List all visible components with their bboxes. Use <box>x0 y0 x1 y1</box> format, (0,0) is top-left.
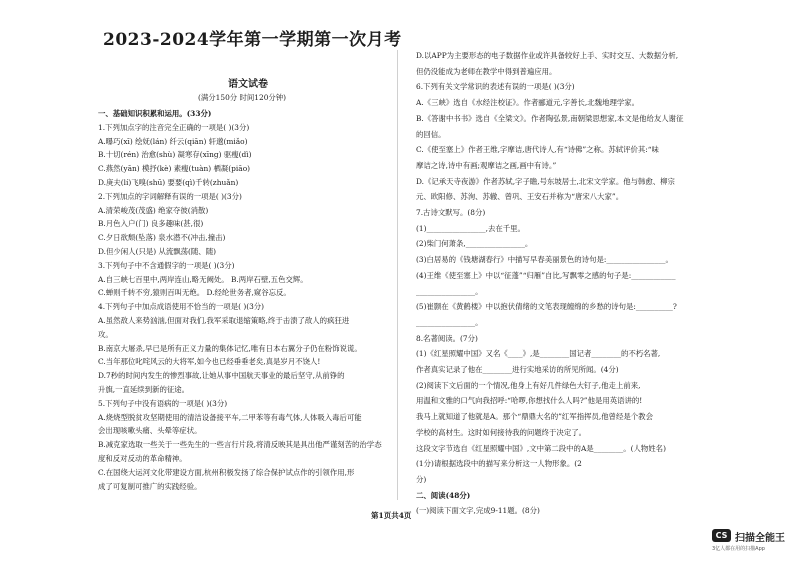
left-text-line: C.当年那位叱咤风云的大将军,如今也已经垂垂老矣,真是岁月不饶人! <box>98 357 321 367</box>
left-text-line: B.十切(rén) 治愈(shù) 凝寒存(xīng) 驱瘦(dì) <box>98 150 252 160</box>
right-text-line: (2)阅读下文后面的一个情况,他身上有好几件绿色大钉子,他走上前来, <box>416 380 641 390</box>
left-text-line: C.在国绕大运河文化带建设方面,杭州积极发扬了综合保护试点作的引领作用,形 <box>98 467 355 477</box>
right-text-line: (1分)请根据选段中的描写来分析这一人物形象。(2 <box>416 459 582 469</box>
right-text-line: 8.名著阅读。(7分) <box>416 333 478 343</box>
left-text-line: D.但少闲人(只是) 从流飘荡(随、随) <box>98 247 216 256</box>
scanner-brand-tagline: 3亿人都在用的扫描App <box>712 546 765 552</box>
right-text-line: 但仍没能成为老师在教学中得到普遍应用。 <box>416 66 557 76</box>
scanner-brand-label: 扫描全能王 <box>735 533 785 544</box>
right-text-line: (一)阅读下面文字,完成9-11题。(8分) <box>416 506 540 516</box>
right-text-line: 这段文字节选自《红星照耀中国》,文中第二段中的A是________。(人物姓名) <box>416 443 666 453</box>
left-text-line: C.燕然(yān) 模抒(kè) 素瘦(tuàn) 栖凝(piāo) <box>98 164 251 174</box>
right-text-line: C.《使至塞上》作者王维,字摩诘,唐代诗人,有“诗佛”之称。苏轼评价其:“味 <box>416 145 659 155</box>
right-text-line: ________________。 <box>416 317 483 327</box>
right-text-line: ________________。 <box>416 286 483 296</box>
left-text-line: 2.下列加点的字词解释有误的一项是( )(3分) <box>98 191 242 201</box>
left-text-line: 成了可复制可推广的实践经验。 <box>98 481 202 491</box>
page-number: 第1页共4页 <box>371 511 412 520</box>
right-text-line: (1)《红星照耀中国》又名《____》,是________国记者________的不朽名著, <box>416 349 661 359</box>
right-text-line: A.《三峡》选自《水经注校证》。作者郦道元,字善长,北魏地理学家。 <box>416 98 640 108</box>
right-text-line: 作者真实记录了他在________进行实地采访的所见所闻。(4分) <box>416 365 619 374</box>
left-text-line: 度和反对反动的革命精神。 <box>98 454 187 463</box>
right-text-line: (2)柴门何萧条,________________。 <box>416 239 533 249</box>
left-text-line: D.7秒的时间内发生的惨烈事故,让她从事中国航天事业的最后坚守,从前铮的 <box>98 371 345 381</box>
right-text-line: 用温和文雅的口气向我招呼:“哈啰,你想找什么人吗?”他是用英语讲的! <box>416 396 643 406</box>
left-text-line: 会出现咳嗽头痛、头晕等症状。 <box>98 426 202 436</box>
left-text-line: B.南京大屠杀,早已是所有正义力量的集体记忆,唯有日本右翼分子仍在粉饰说谎。 <box>98 343 362 353</box>
right-text-line: 的回信。 <box>416 129 446 139</box>
left-text-line: C.夕日欲颓(坠落) 泉水潜不(冲击,撞击) <box>98 233 226 243</box>
left-text-line: 3.下列句子中不含通假字的一项是( )(3分) <box>98 260 235 270</box>
left-text-line: 升旗,一直延续到新的征途。 <box>98 385 190 394</box>
left-text-line: 攻。 <box>98 329 113 339</box>
left-text-line: 1.下列加点字的注音完全正确的一项是( )(3分) <box>98 122 250 132</box>
left-text-line: B.减克家选取一些关于一些先生的一些言行片段,将清反映其是具出他严谨刻苦的治学态 <box>98 440 382 450</box>
right-text-line: 学校的高材生。这时如何接待我的问题终于决定了。 <box>416 427 586 437</box>
right-text-line: (5)崔颢在《黄鹤楼》中以抱伏倩绪的文笔表现缠绵的乡愁的诗句是:__________? <box>416 302 677 312</box>
right-text-line: 我马上就知道了他就是A。那个“鼎鼎大名的”红军指挥员,他曾经是个教会 <box>416 412 653 422</box>
right-text-line: 6.下列有关文学常识的表述有误的一项是( )(3分) <box>416 82 575 92</box>
right-text-line: 摩诘之诗,诗中有画;观摩诘之画,画中有诗。” <box>416 160 557 170</box>
paper-subtitle: 语文试卷 <box>228 79 268 90</box>
paper-meta: (满分150分 时间120分钟) <box>198 93 287 102</box>
right-text-line: 二、阅读(48分) <box>416 490 471 500</box>
right-text-line: (1)________________,去在千里。 <box>416 223 525 233</box>
left-text-line: 5.下列句子中没有语病的一项是( )(3分) <box>98 398 228 408</box>
right-text-line: 7.古诗文默写。(8分) <box>416 208 486 217</box>
left-text-line: A.自三峡七百里中,两岸连山,略无阙处。 B.两岸石壁,五色交辉。 <box>98 274 308 284</box>
left-text-line: C.蝉则千转不穷,猿则百叫无绝。 D.经纶世务者,窥谷忘反。 <box>98 288 291 298</box>
right-text-line: B.《答谢中书书》选自《全梁文》。作者陶弘景,南朝梁思想家,本文是他给友人谢征 <box>416 113 684 123</box>
right-text-line: (3)白居易的《钱塘湖春行》中描写早春美丽景色的诗句是:________________。 <box>416 255 673 265</box>
camscanner-logo-icon: CS <box>712 529 731 542</box>
column-divider <box>397 50 398 500</box>
left-text-line: A.虽然敌人来势汹汹,但面对我们,我军采取退缩策略,终于击溃了敌人的疯狂进 <box>98 316 350 325</box>
right-text-line: 元、欧阳修、苏洵、苏辙、曾巩、王安石并称为“唐宋八大家”。 <box>416 192 624 202</box>
left-text-line: 4.下列句子中加点成语使用不恰当的一项是( )(3分) <box>98 302 265 312</box>
right-text-line: (4)王维《使至塞上》中以“征蓬”“归雁”自比,写飘零之感的句子是:____________ <box>416 270 676 280</box>
left-text-line: A.清荣峻茂(茂盛) 绝家夺彼(消散) <box>98 205 209 215</box>
exam-title: 2023-2024学年第一学期第一次月考 <box>103 30 402 50</box>
left-text-line: 一、基础知识积累和运用。(33分) <box>98 109 212 118</box>
left-text-line: B.月色入户(门) 良多趣味(甚,很) <box>98 219 204 229</box>
right-text-line: D.《记承天寺夜游》作者苏轼,字子瞻,号东坡居士,北宋文学家。他与韩愈、柳宗 <box>416 176 675 186</box>
left-text-line: D.庚夫(lí)飞嗅(shū) 要要(qì)千转(zhuǎn) <box>98 178 239 187</box>
left-text-line: A.曝巧(xī) 绘妩(lán) 纤云(qiān) 轩邈(miǎo) <box>98 136 248 146</box>
right-text-line: D.以APP为主要形态的电子数据作业或许具备较好上手、实时交互、大数据分析, <box>416 51 679 60</box>
left-text-line: A.烧烧型脱贫攻坚期使用的清洁设备接平车,二甲苯等有毒气体,人体吸入毒后可能 <box>98 412 362 422</box>
left-column <box>98 80 393 500</box>
right-text-line: 分) <box>416 474 427 484</box>
right-column <box>416 51 716 516</box>
